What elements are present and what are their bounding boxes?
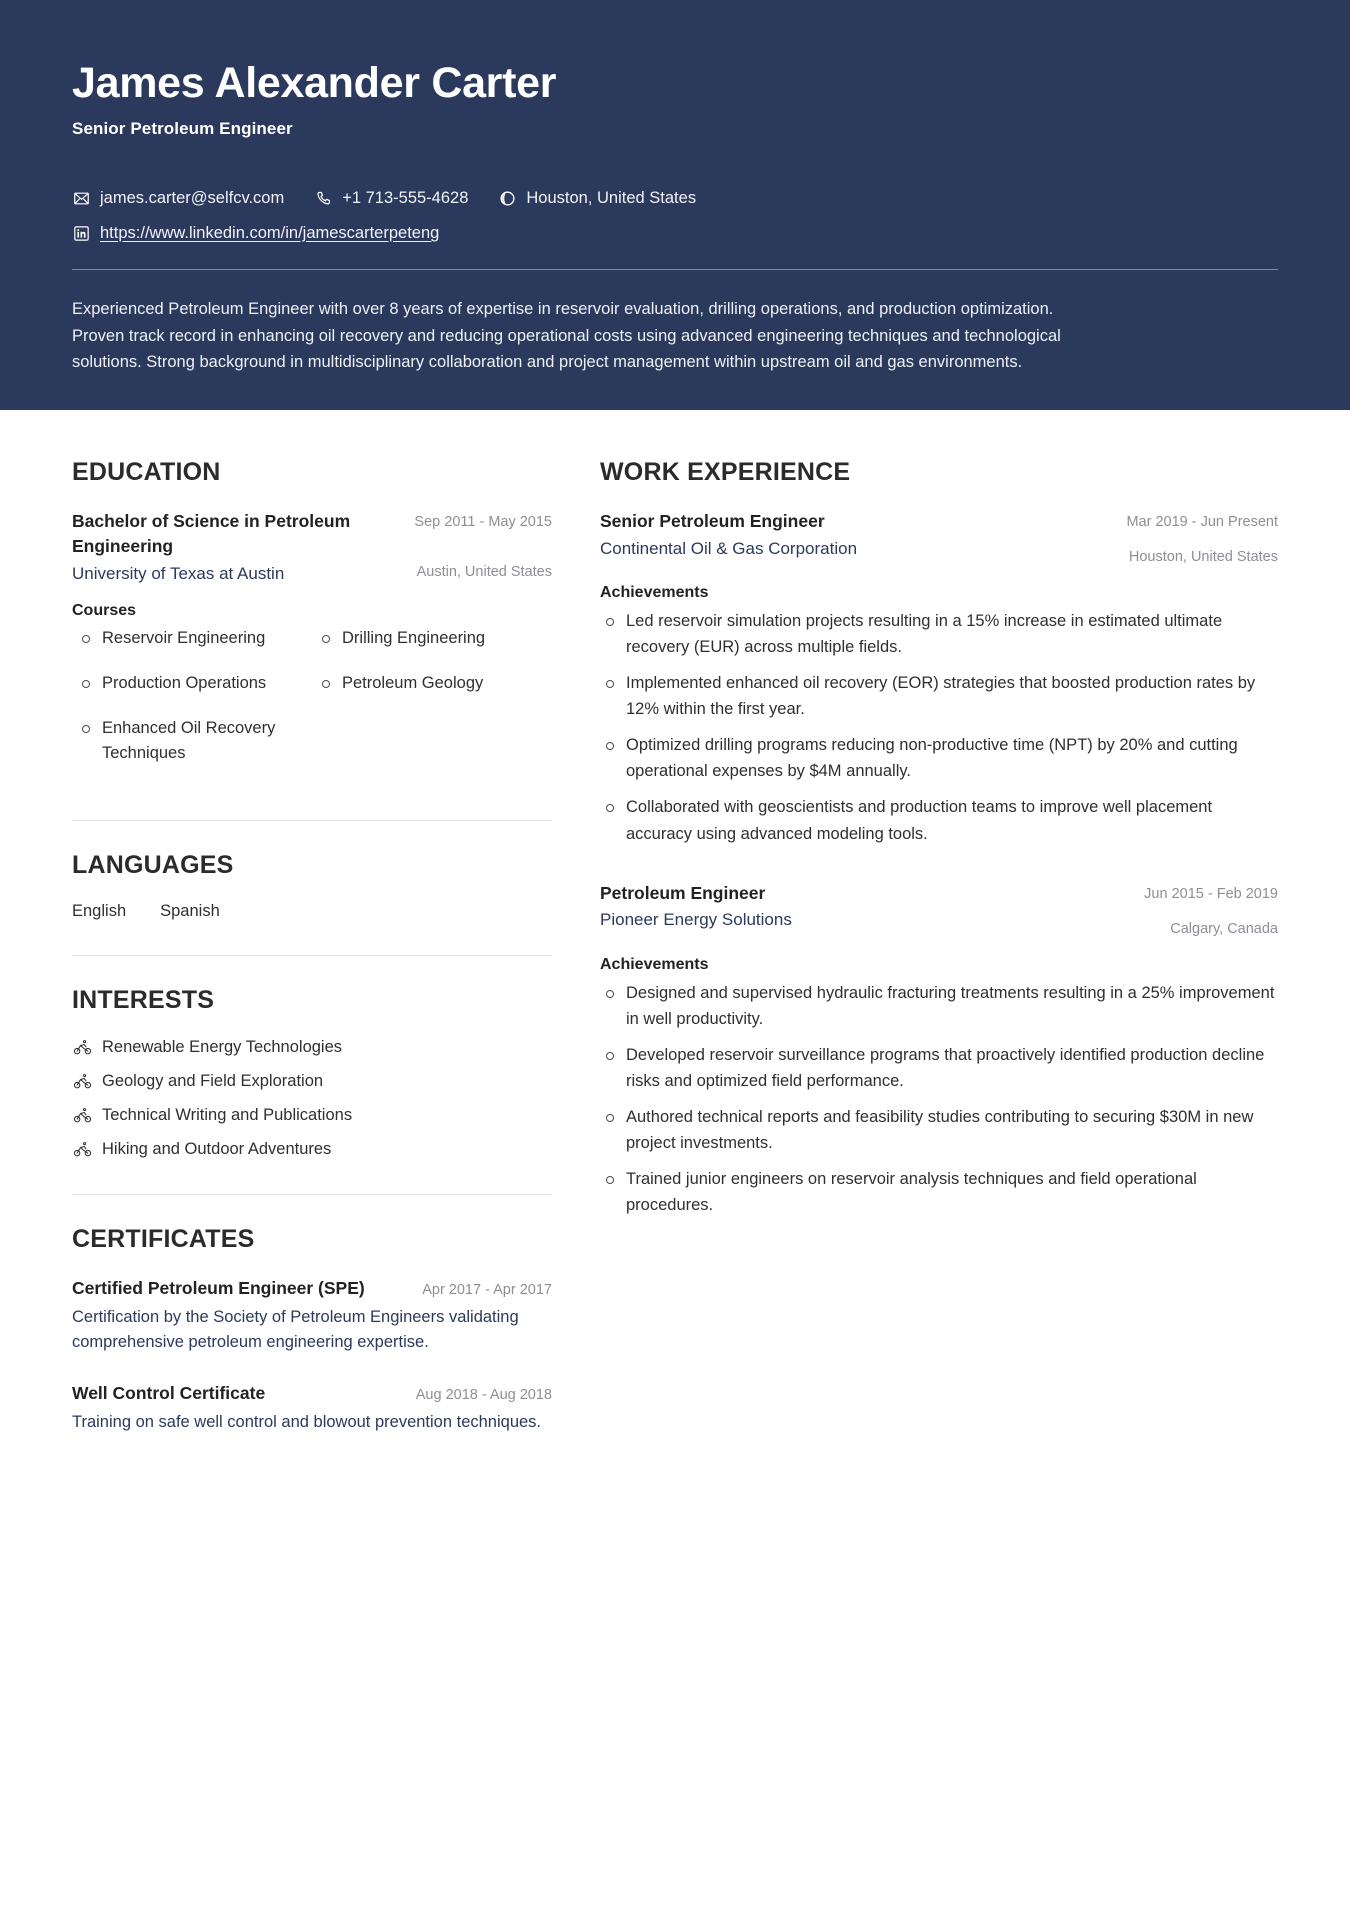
professional-summary: Experienced Petroleum Engineer with over 8 years of expertise in reservoir evaluation, drilling operations, and production optimization. Proven track record in enhancing oil recovery and reducing operational costs using advanced engineering techniques and technological solutions. Strong background in multidisciplinary collaboration and project management within upstream oil and gas environments. <box>72 299 1061 372</box>
certificate-head <box>72 1276 552 1301</box>
list-item: Led reservoir simulation projects resulting in a 15% increase in estimated ultimate recovery (EUR) across multiple fields. <box>600 608 1278 660</box>
education-school: University of Texas at Austin <box>72 563 285 583</box>
certificate-date: Aug 2018 - Aug 2018 <box>415 1386 552 1403</box>
achievements-list <box>600 608 1278 847</box>
interest-label: Technical Writing and Publications <box>102 1105 353 1124</box>
section-languages <box>72 851 552 921</box>
envelope-icon <box>72 189 91 208</box>
list-item: Spanish <box>160 901 220 920</box>
section-title-work-experience: WORK EXPERIENCE <box>600 458 851 487</box>
certificate-head <box>72 1381 552 1406</box>
work-meta <box>1126 509 1278 568</box>
contact-location <box>498 187 696 210</box>
list-item: Developed reservoir surveillance programs that proactively identified production decline risks and optimized field performance. <box>600 1042 1278 1094</box>
contact-email[interactable] <box>72 187 284 210</box>
bicycle-icon <box>72 1037 93 1058</box>
list-item: Authored technical reports and feasibility studies contributing to securing $30M in new project investments. <box>600 1104 1278 1156</box>
divider <box>72 1194 552 1195</box>
section-title-interests: INTERESTS <box>72 985 215 1014</box>
list-item: Trained junior engineers on reservoir analysis techniques and field operational procedures. <box>600 1166 1278 1218</box>
list-item: Designed and supervised hydraulic fracturing treatments resulting in a 25% improvement in well productivity. <box>600 980 1278 1032</box>
work-meta <box>1144 881 1278 940</box>
section-title-education: EDUCATION <box>72 458 221 487</box>
education-degree: Bachelor of Science in Petroleum Engineering <box>72 511 351 556</box>
courses-label: Courses <box>72 602 137 620</box>
work-position: Petroleum Engineer <box>600 882 766 903</box>
contact-phone-label: +1 713-555-4628 <box>342 188 469 207</box>
contact-email-label: james.carter@selfcv.com <box>100 188 285 207</box>
list-item: Collaborated with geoscientists and production teams to improve well placement accuracy using advanced modeling tools. <box>600 794 1278 846</box>
contact-location-label: Houston, United States <box>526 188 697 207</box>
work-entry-head <box>600 881 1278 940</box>
section-work-experience <box>600 458 1278 1218</box>
contact-linkedin-label: https://www.linkedin.com/in/jamescarterpeteng <box>100 223 440 242</box>
education-entry-head <box>72 509 552 559</box>
resume-body <box>0 410 1350 1495</box>
interest-label: Geology and Field Exploration <box>102 1071 324 1090</box>
contact-linkedin[interactable] <box>72 222 439 245</box>
achievements-list <box>600 980 1278 1219</box>
section-certificates <box>72 1225 552 1435</box>
section-interests <box>72 986 552 1160</box>
list-item: Optimized drilling programs reducing non-productive time (NPT) by 20% and cutting operational expenses by $4M annually. <box>600 732 1278 784</box>
section-education <box>72 458 552 786</box>
certificate-name: Certified Petroleum Engineer (SPE) <box>72 1277 365 1298</box>
education-date: Sep 2011 - May 2015 <box>414 514 552 531</box>
languages-list <box>72 902 552 921</box>
education-school-row <box>72 559 552 587</box>
right-column <box>600 458 1278 1228</box>
certificate-description: Training on safe well control and blowout prevention techniques. <box>72 1413 542 1432</box>
linkedin-icon <box>72 224 91 243</box>
resume-header <box>0 0 1350 410</box>
work-entry <box>600 509 1278 847</box>
divider <box>72 955 552 956</box>
work-location: Houston, United States <box>1128 549 1278 566</box>
work-location: Calgary, Canada <box>1170 920 1278 937</box>
header-job-title: Senior Petroleum Engineer <box>72 118 293 138</box>
certificate-entry <box>72 1276 552 1355</box>
education-entry <box>72 509 552 786</box>
header-divider <box>72 269 1278 270</box>
divider <box>72 820 552 821</box>
list-item <box>72 1105 552 1126</box>
list-item: Reservoir Engineering <box>72 626 312 652</box>
bicycle-icon <box>72 1139 93 1160</box>
certificate-name: Well Control Certificate <box>72 1382 266 1403</box>
interest-label: Renewable Energy Technologies <box>102 1037 343 1056</box>
certificate-entry <box>72 1381 552 1435</box>
achievements-label: Achievements <box>600 584 709 602</box>
list-item: Production Operations <box>72 671 312 697</box>
list-item: Implemented enhanced oil recovery (EOR) strategies that boosted production rates by 12% within the first year. <box>600 670 1278 722</box>
contact-block <box>72 187 1278 245</box>
contact-row-primary <box>72 187 1278 210</box>
work-company: Pioneer Energy Solutions <box>600 910 792 930</box>
bicycle-icon <box>72 1071 93 1092</box>
certificate-description: Certification by the Society of Petroleum Engineers validating comprehensive petroleum engineering expertise. <box>72 1308 519 1351</box>
section-title-languages: LANGUAGES <box>72 850 234 879</box>
phone-icon <box>314 189 333 208</box>
work-entry-head <box>600 509 1278 568</box>
list-item: Petroleum Geology <box>312 671 552 697</box>
work-entry <box>600 881 1278 1219</box>
courses-list <box>72 626 552 785</box>
work-position: Senior Petroleum Engineer <box>600 511 825 532</box>
interest-label: Hiking and Outdoor Adventures <box>102 1139 332 1158</box>
page-title: James Alexander Carter <box>72 59 557 107</box>
list-item <box>72 1037 552 1058</box>
work-date: Jun 2015 - Feb 2019 <box>1144 885 1278 902</box>
contact-row-linkedin <box>72 222 1278 245</box>
contact-phone[interactable] <box>314 187 468 210</box>
work-company: Continental Oil & Gas Corporation <box>600 538 858 558</box>
bicycle-icon <box>72 1105 93 1126</box>
list-item <box>72 1139 552 1160</box>
achievements-label: Achievements <box>600 955 709 973</box>
work-date: Mar 2019 - Jun Present <box>1126 514 1278 531</box>
education-location: Austin, United States <box>416 563 552 580</box>
list-item: Enhanced Oil Recovery Techniques <box>72 716 312 767</box>
left-column <box>72 458 552 1435</box>
list-item: Drilling Engineering <box>312 626 552 652</box>
list-item <box>72 1071 552 1092</box>
section-title-certificates: CERTIFICATES <box>72 1224 255 1253</box>
location-icon <box>498 189 517 208</box>
certificate-date: Apr 2017 - Apr 2017 <box>422 1281 552 1298</box>
list-item: English <box>72 901 127 920</box>
